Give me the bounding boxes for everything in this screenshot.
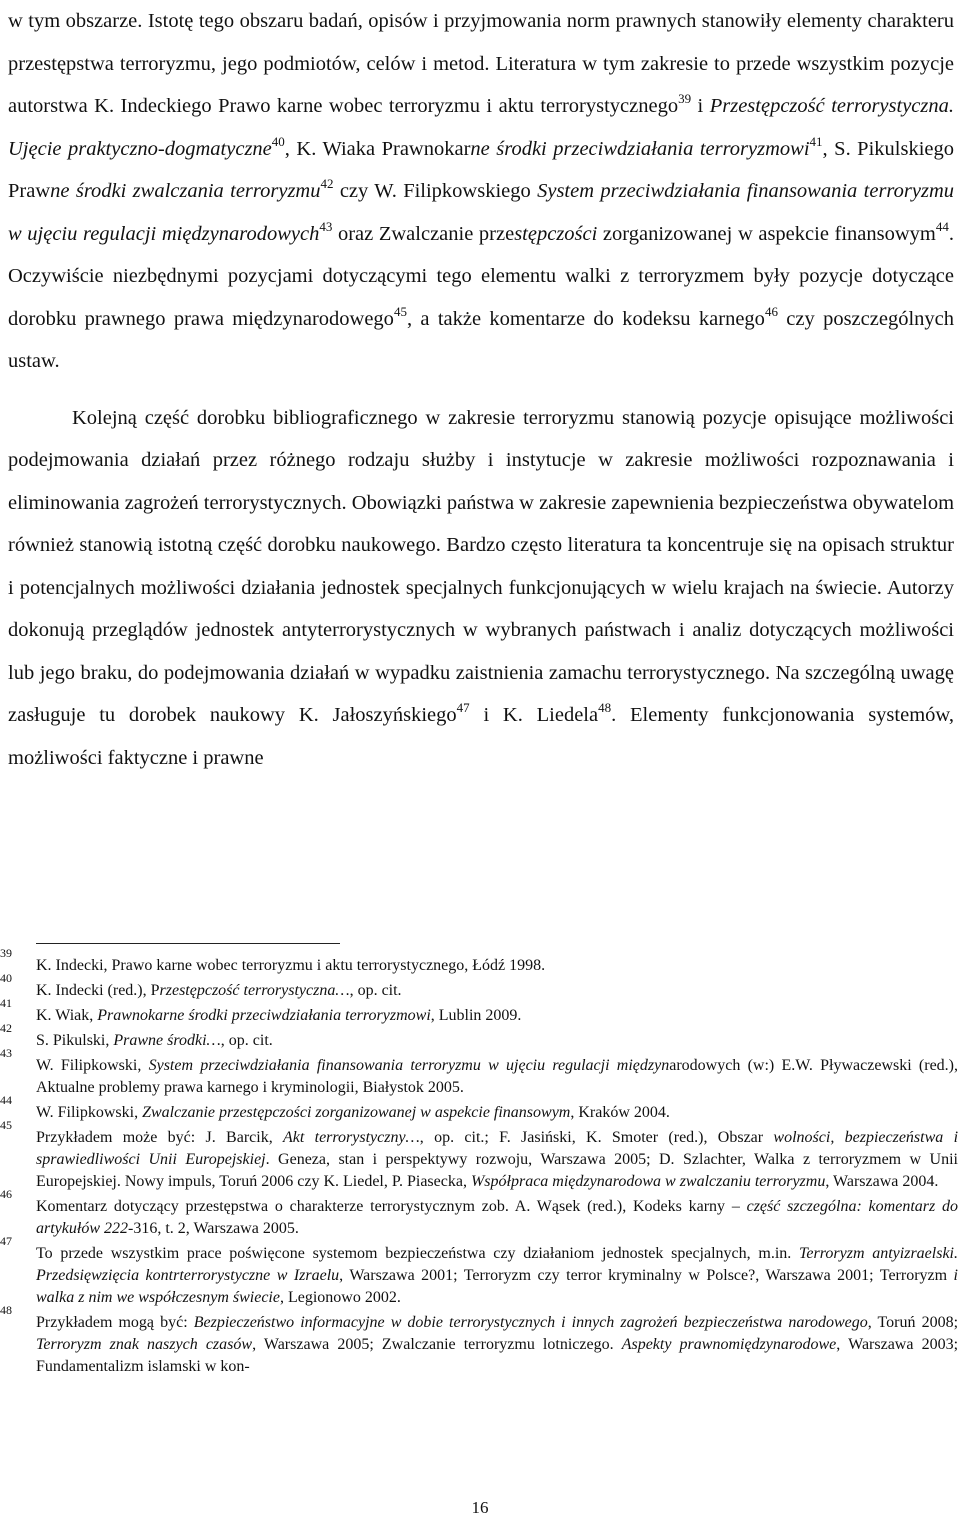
footnote-ref-48[interactable]: 48 bbox=[598, 700, 612, 715]
footnote-title: wolności, bezpieczeństwa i sprawiedliwości Unii Europejskiej bbox=[36, 1129, 959, 1168]
footnote-text: To przede wszystkim prace poświęcone systemom bezpieczeństwa czy działaniom jednostek specjalnych, m.in. bbox=[36, 1245, 799, 1262]
footnote-41 bbox=[0, 996, 958, 1027]
footnote-number: 40 bbox=[0, 971, 12, 985]
footnote-text: W. Filipkowski, bbox=[36, 1104, 143, 1121]
footnote-number: 48 bbox=[0, 1303, 12, 1317]
paragraph-text: i bbox=[691, 95, 710, 117]
footnote-text: Przykładem może być: J. Barcik, bbox=[36, 1129, 283, 1146]
footnote-46 bbox=[0, 1187, 958, 1240]
main-text bbox=[8, 0, 954, 779]
paragraph-text: zorganizowanej w aspekcie finansowym bbox=[597, 222, 936, 245]
footnote-title: Aspekty prawnomiędzynarodowe bbox=[621, 1336, 837, 1353]
footnote-number: 43 bbox=[0, 1046, 12, 1060]
footnote-title: Prawne środki… bbox=[113, 1032, 221, 1049]
footnote-text: S. Pikulski, bbox=[36, 1032, 114, 1049]
footnote-ref-44[interactable]: 44 bbox=[935, 218, 949, 234]
footnote-text: . Geneza, stan i perspektywy rozwoju, Warszawa 2005; D. Szlachter, Walka z terroryzmem w Unii Europejskiej. Nowy impuls, Toruń 2006 czy K. Liedel, P. Piasecka, bbox=[36, 1151, 958, 1190]
footnote-ref-47[interactable]: 47 bbox=[456, 700, 470, 715]
footnotes bbox=[0, 946, 959, 1381]
footnote-number: 41 bbox=[0, 996, 12, 1010]
paragraph-text: , S. Pikulskiego Praw bbox=[8, 137, 954, 202]
footnote-48 bbox=[0, 1303, 959, 1378]
footnote-42 bbox=[0, 1021, 958, 1052]
book-title: ne środki zwalczania terroryzmu bbox=[50, 180, 321, 202]
paragraph-text: Kolejną część dorobku bibliograficznego w zakresie terroryzmu stanowią pozycje opisujące możliwości podejmowania działań przez różnego rodzaju służby i instytucje w zakresie możliwości rozpoznawania i eliminowania zagrożeń terrorystycznych. Obowiązki państwa w zakresie zapewnienia bezpieczeństwa obywatelom również stanowią istotną część dorobku naukowego. Bardzo często literatura ta koncentruje się na opisach struktur i potencjalnych możliwości działania jednostek specjalnych funkcjonujących w wielu krajach na świecie. Autorzy dokonują przeglądów jednostek antyterrorystycznych w wybranych państwach i analiz dotyczących możliwości lub jego braku, do podejmowania działań w wypadku zaistnienia zamachu terrorystycznego. Na szczególną uwagę zasługuje tu dorobek naukowy K. Jałoszyńskiego bbox=[8, 406, 955, 726]
footnote-ref-46[interactable]: 46 bbox=[764, 303, 778, 319]
footnote-title: Zwalczanie przestępczości zorganizowanej w aspekcie finansowym bbox=[142, 1104, 571, 1121]
footnote-ref-45[interactable]: 45 bbox=[393, 303, 407, 319]
footnote-44 bbox=[0, 1093, 958, 1124]
footnote-ref-39[interactable]: 39 bbox=[678, 91, 692, 106]
footnote-text: , op. cit. bbox=[220, 1032, 273, 1049]
book-title: stępczości bbox=[514, 222, 598, 245]
footnote-text: , Warszawa 2005; Zwalczanie terroryzmu lotniczego. bbox=[252, 1336, 622, 1353]
footnote-text: , Legionowo 2002. bbox=[279, 1289, 401, 1306]
footnote-title: Prawnokarne środki przeciwdziałania terroryzmowi bbox=[97, 1007, 431, 1024]
paragraph-text: , a także komentarze do kodeksu karnego bbox=[406, 307, 765, 330]
footnote-number: 44 bbox=[0, 1093, 12, 1107]
footnote-title: Terroryzm znak naszych czasów bbox=[36, 1336, 253, 1353]
footnote-title: Współpraca międzynarodowa w zwalczaniu terroryzmu bbox=[470, 1173, 826, 1190]
paragraph-text: czy W. Filipkowskiego bbox=[333, 180, 538, 202]
footnote-ref-43[interactable]: 43 bbox=[319, 218, 333, 234]
footnote-title: Akt terrorystyczny… bbox=[283, 1129, 420, 1146]
paragraph-text: , K. Wiaka Prawnokar bbox=[284, 137, 471, 160]
footnote-43 bbox=[0, 1046, 958, 1099]
paragraph-2 bbox=[8, 397, 954, 780]
footnote-text: Komentarz dotyczący przestępstwa o charakterze terrorystycznym zob. A. Wąsek (red.), Kodeks karny – bbox=[36, 1198, 747, 1215]
footnote-number: 47 bbox=[0, 1234, 12, 1248]
footnote-number: 46 bbox=[0, 1187, 12, 1201]
footnote-text: Przykładem mogą być: bbox=[36, 1314, 194, 1331]
footnote-45 bbox=[0, 1118, 959, 1193]
footnote-40 bbox=[0, 971, 958, 1002]
paragraph-text: oraz Zwalczanie prze bbox=[332, 222, 515, 245]
footnote-number: 45 bbox=[0, 1118, 12, 1132]
paragraph-text: w tym obszarze. Istotę tego obszaru badań, opisów i przyjmowania norm prawnych stanowiły elementy charakteru przestępstwa terroryzmu, jego podmiotów, celów i metod. Literatura w tym zakresie to przede wszystkim pozycje autorstwa K. Indeckiego Prawo karne wobec terroryzmu i aktu terrorystycznego bbox=[8, 10, 954, 117]
footnote-title: Bezpieczeństwo informacyjne w dobie terrorystycznych i innych zagrożeń bezpieczeństwa narodowego bbox=[193, 1314, 868, 1331]
footnote-text: K. Indecki (red.), P bbox=[36, 982, 160, 999]
paragraph-1 bbox=[8, 0, 954, 383]
footnote-ref-40[interactable]: 40 bbox=[271, 133, 285, 149]
paragraph-text: czy poszczególnych ustaw. bbox=[8, 307, 954, 372]
footnote-ref-42[interactable]: 42 bbox=[320, 176, 334, 191]
footnote-text: K. Wiak, bbox=[36, 1007, 98, 1024]
book-title: ne środki przeciwdziałania terroryzmowi bbox=[470, 137, 810, 160]
footnote-text: , Warszawa 2003; Fundamentalizm islamski w kon- bbox=[36, 1336, 959, 1375]
footnote-text: , op. cit. bbox=[349, 982, 402, 999]
footnote-text: , Kraków 2004. bbox=[570, 1104, 670, 1121]
footnote-47 bbox=[0, 1234, 958, 1309]
footnote-text: , Warszawa 2004. bbox=[825, 1173, 939, 1190]
book-title: Przestępczość terrorystyczna. Ujęcie praktyczno-dogmatyczne bbox=[8, 95, 954, 160]
footnote-39 bbox=[0, 946, 958, 977]
footnote-title: i walka z nim we współczesnym świecie bbox=[36, 1267, 958, 1306]
paragraph-text: . Oczywiście niezbędnymi pozycjami dotyczącymi tego elementu walki z terroryzmem były pozycje dotyczące dorobku prawnego prawa międzynarodowego bbox=[8, 222, 955, 330]
paragraph-text: i K. Liedela bbox=[469, 704, 599, 726]
footnote-text: , Lublin 2009. bbox=[430, 1007, 522, 1024]
footnote-title: rzestępczość terrorystyczna… bbox=[159, 982, 350, 999]
footnote-text: W. Filipkowski, bbox=[36, 1057, 149, 1074]
footnote-separator bbox=[36, 943, 340, 944]
footnote-text: -316, t. 2, Warszawa 2005. bbox=[128, 1220, 299, 1237]
book-title: System przeciwdziałania finansowania terroryzmu w ujęciu regulacji międzynarodowych bbox=[8, 180, 954, 245]
footnote-text: , op. cit.; F. Jasiński, K. Smoter (red.), Obszar bbox=[419, 1129, 774, 1146]
footnote-number: 39 bbox=[0, 946, 12, 960]
footnote-text: , Warszawa 2001; Terroryzm czy terror kryminalny w Polsce?, Warszawa 2001; Terroryzm bbox=[339, 1267, 954, 1284]
footnote-text: , Toruń 2008; bbox=[867, 1314, 959, 1331]
footnote-title: Terroryzm antyizraelski. Przedsięwzięcia kontrterrorystyczne w Izraelu bbox=[36, 1245, 958, 1284]
page-number: 16 bbox=[471, 1498, 489, 1517]
paragraph-text: . Elementy funkcjonowania systemów, możliwości faktyczne i prawne bbox=[8, 704, 954, 769]
footnote-title: System przeciwdziałania finansowania terroryzmu w ujęciu regulacji międzyn bbox=[148, 1057, 670, 1074]
footnote-text: K. Indecki, Prawo karne wobec terroryzmu i aktu terrorystycznego, Łódź 1998. bbox=[36, 957, 546, 974]
footnote-ref-41[interactable]: 41 bbox=[809, 133, 823, 149]
footnote-number: 42 bbox=[0, 1021, 12, 1035]
footnote-title: część szczególna: komentarz do artykułów 222 bbox=[36, 1198, 958, 1237]
footnote-text: arodowych (w:) E.W. Pływaczewski (red.), Aktualne problemy prawa karnego i kryminologii, Białystok 2005. bbox=[36, 1057, 958, 1096]
